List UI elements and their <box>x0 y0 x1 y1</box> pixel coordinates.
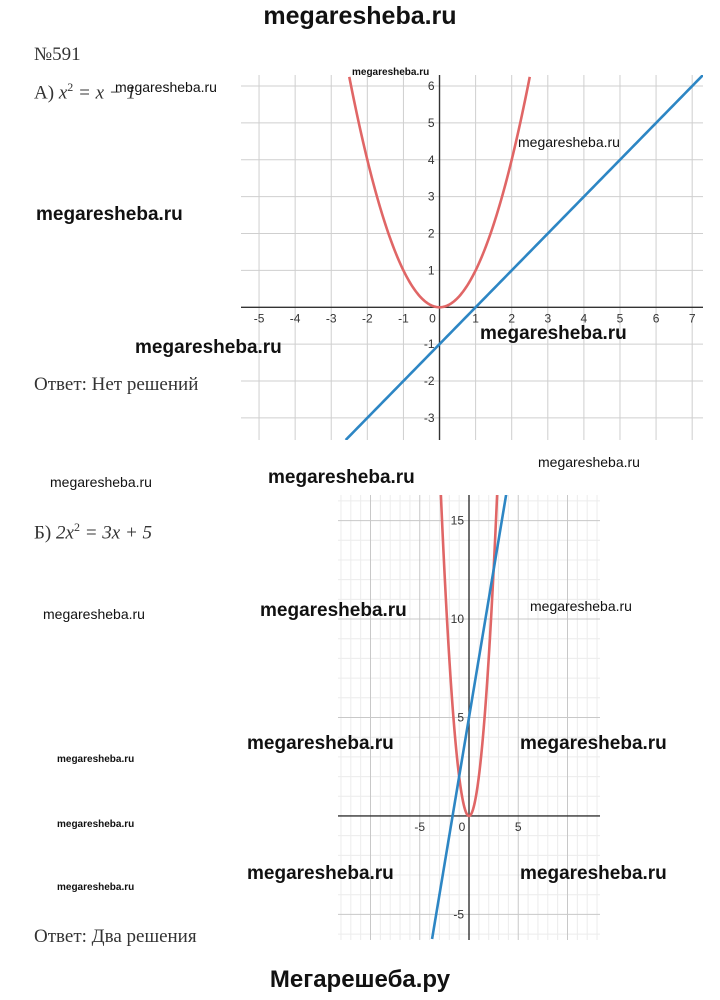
y-tick-label: 5 <box>427 115 435 130</box>
x-tick-label: -5 <box>253 311 265 326</box>
x-tick-label: 3 <box>544 311 552 326</box>
y-tick-label: -2 <box>423 374 435 389</box>
x-tick-label: -4 <box>289 311 301 326</box>
part-a-eq-left: x <box>58 82 68 104</box>
watermark: megaresheba.ru <box>57 819 135 830</box>
watermark: megaresheba.ru <box>260 600 407 621</box>
x-tick-label: 4 <box>580 311 588 326</box>
part-a-eq-sup: 2 <box>67 80 74 94</box>
x-tick-label: -2 <box>361 311 373 326</box>
part-b-answer: Ответ: Два решения <box>34 926 197 947</box>
y-tick-label: 4 <box>427 152 435 167</box>
watermark: megaresheba.ru <box>520 733 667 754</box>
x-tick-label: -3 <box>325 311 337 326</box>
x-tick-label: 5 <box>514 819 522 834</box>
y-tick-label: 2 <box>427 226 435 241</box>
watermark: megaresheba.ru <box>247 863 394 884</box>
x-tick-label: 0 <box>458 819 466 834</box>
graph-a <box>241 75 703 440</box>
y-tick-label: -3 <box>423 410 435 425</box>
y-tick-label: -1 <box>423 337 435 352</box>
y-tick-label: 6 <box>427 79 435 94</box>
y-tick-label: 1 <box>427 263 435 278</box>
y-tick-label: -5 <box>453 907 464 922</box>
site-footer: Мегарешеба.ру <box>269 966 451 993</box>
watermark: megaresheba.ru <box>480 323 627 344</box>
series-line-2 <box>346 75 703 440</box>
x-tick-label: 7 <box>688 311 696 326</box>
part-b-eq-right: = 3x + 5 <box>79 522 153 544</box>
graph-a-plot <box>241 75 703 440</box>
x-tick-label: 1 <box>472 311 479 326</box>
watermark: megaresheba.ru <box>50 474 152 490</box>
part-a-label: А) <box>34 82 55 104</box>
watermark: megaresheba.ru <box>518 134 620 150</box>
x-tick-label: 5 <box>616 311 624 326</box>
watermark: megaresheba.ru <box>43 606 145 622</box>
part-a-answer: Ответ: Нет решений <box>34 374 199 395</box>
watermark: megaresheba.ru <box>352 67 430 78</box>
problem-number: №591 <box>34 44 81 65</box>
x-tick-label: 6 <box>652 311 660 326</box>
x-tick-label: 0 <box>429 311 436 326</box>
part-a-eq-right: = x − 1 <box>73 82 136 104</box>
watermark: megaresheba.ru <box>530 598 632 614</box>
watermark: megaresheba.ru <box>57 754 135 765</box>
y-tick-label: 3 <box>427 189 435 204</box>
y-tick-label: 10 <box>450 612 464 627</box>
watermark: megaresheba.ru <box>135 337 282 358</box>
watermark: megaresheba.ru <box>268 467 415 488</box>
watermark: megaresheba.ru <box>520 863 667 884</box>
watermark: megaresheba.ru <box>115 79 217 95</box>
x-tick-label: -1 <box>398 311 409 326</box>
x-tick-label: 2 <box>508 311 516 326</box>
part-b-label: Б) <box>34 522 52 544</box>
watermark: megaresheba.ru <box>538 454 640 470</box>
watermark: megaresheba.ru <box>36 204 183 225</box>
x-tick-label: -5 <box>414 819 426 834</box>
watermark: megaresheba.ru <box>247 733 394 754</box>
y-tick-label: 5 <box>457 710 464 725</box>
part-b-eq-sup: 2 <box>73 520 80 534</box>
watermark: megaresheba.ru <box>57 882 135 893</box>
site-header: megaresheba.ru <box>263 2 457 30</box>
part-b-equation <box>34 520 152 544</box>
y-tick-label: 15 <box>450 513 464 528</box>
part-b-eq-coef: 2x <box>56 522 74 544</box>
